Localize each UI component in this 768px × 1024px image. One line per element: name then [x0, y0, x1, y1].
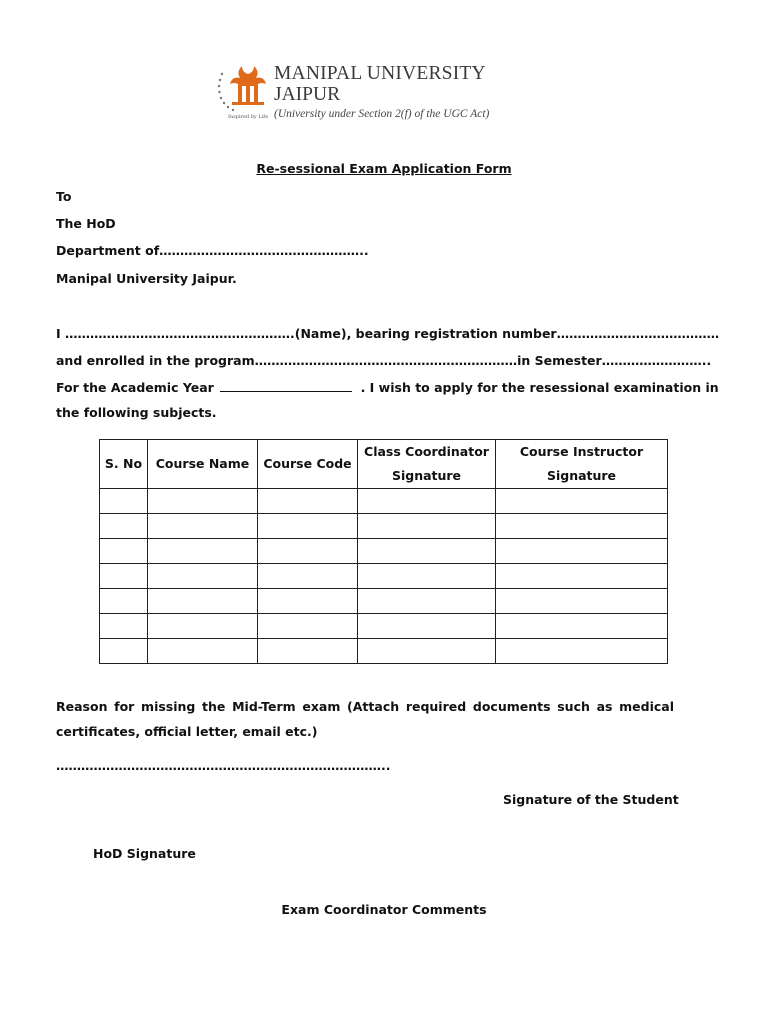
table-cell[interactable] — [358, 589, 496, 614]
university-name: Manipal University Jaipur. — [56, 271, 237, 286]
table-cell[interactable] — [358, 489, 496, 514]
table-cell[interactable] — [358, 639, 496, 664]
addressee-to: To — [56, 189, 72, 204]
table-cell[interactable] — [496, 614, 668, 639]
header-course-instructor-signature: Course Instructor Signature — [496, 440, 668, 489]
university-logo — [214, 58, 274, 122]
table-row — [100, 564, 668, 589]
student-signature-label: Signature of the Student — [503, 792, 679, 807]
table-cell[interactable] — [100, 564, 148, 589]
hod-signature-label: HoD Signature — [93, 846, 196, 861]
table-cell[interactable] — [496, 489, 668, 514]
table-cell[interactable] — [358, 564, 496, 589]
department-field[interactable]: Department of………………………………………….. — [56, 243, 369, 258]
table-row — [100, 539, 668, 564]
university-seal-icon — [214, 58, 274, 122]
table-cell[interactable] — [496, 589, 668, 614]
name-registration-line[interactable]: I ……………………………………………….(Name), bearing registration number………………………………… — [56, 326, 720, 341]
table-cell[interactable] — [148, 639, 258, 664]
table-cell[interactable] — [358, 614, 496, 639]
table-cell[interactable] — [148, 539, 258, 564]
table-cell[interactable] — [258, 564, 358, 589]
table-row — [100, 589, 668, 614]
table-cell[interactable] — [358, 514, 496, 539]
header-course-name: Course Name — [148, 440, 258, 489]
table-cell[interactable] — [148, 514, 258, 539]
table-row — [100, 489, 668, 514]
subjects-table — [99, 439, 668, 664]
academic-year-line — [56, 380, 719, 395]
table-cell[interactable] — [100, 514, 148, 539]
seal-text: Inspired by Life — [228, 114, 269, 120]
table-cell[interactable] — [496, 539, 668, 564]
table-cell[interactable] — [258, 639, 358, 664]
table-cell[interactable] — [148, 614, 258, 639]
table-cell[interactable] — [258, 589, 358, 614]
table-cell[interactable] — [100, 489, 148, 514]
header-sno: S. No — [100, 440, 148, 489]
academic-year-suffix: . I wish to apply for the resessional examination in — [360, 380, 719, 395]
table-row — [100, 639, 668, 664]
table-row — [100, 514, 668, 539]
logo-tagline: (University under Section 2(f) of the UGC Act) — [274, 108, 490, 120]
addressee-hod: The HoD — [56, 216, 116, 231]
table-cell[interactable] — [258, 539, 358, 564]
header-course-code: Course Code — [258, 440, 358, 489]
table-row — [100, 614, 668, 639]
academic-year-field[interactable] — [220, 380, 352, 392]
subjects-intro: the following subjects. — [56, 405, 217, 420]
table-cell[interactable] — [148, 564, 258, 589]
table-cell[interactable] — [148, 489, 258, 514]
reason-field[interactable]: …………………………………………………………………….. — [56, 758, 391, 773]
table-cell[interactable] — [148, 589, 258, 614]
header-class-coordinator-signature: Class Coordinator Signature — [358, 440, 496, 489]
table-cell[interactable] — [496, 514, 668, 539]
logo-name-line1: MANIPAL UNIVERSITY — [274, 63, 486, 84]
table-cell[interactable] — [258, 514, 358, 539]
reason-label: Reason for missing the Mid-Term exam (Attach required documents such as medical — [56, 699, 674, 714]
program-semester-line[interactable]: and enrolled in the program………………………………………………………in Semester…………………….. — [56, 353, 712, 368]
table-cell[interactable] — [258, 614, 358, 639]
table-cell[interactable] — [100, 614, 148, 639]
reason-label-continued: certificates, official letter, email etc.) — [56, 724, 318, 739]
table-cell[interactable] — [358, 539, 496, 564]
table-cell[interactable] — [496, 639, 668, 664]
table-cell[interactable] — [100, 539, 148, 564]
table-cell[interactable] — [100, 639, 148, 664]
academic-year-label: For the Academic Year — [56, 380, 214, 395]
form-title: Re-sessional Exam Application Form — [256, 161, 512, 176]
table-cell[interactable] — [100, 589, 148, 614]
table-cell[interactable] — [258, 489, 358, 514]
table-header-row — [100, 440, 668, 489]
table-cell[interactable] — [496, 564, 668, 589]
exam-coordinator-comments-label: Exam Coordinator Comments — [281, 902, 487, 917]
logo-name-line2: JAIPUR — [274, 84, 341, 105]
